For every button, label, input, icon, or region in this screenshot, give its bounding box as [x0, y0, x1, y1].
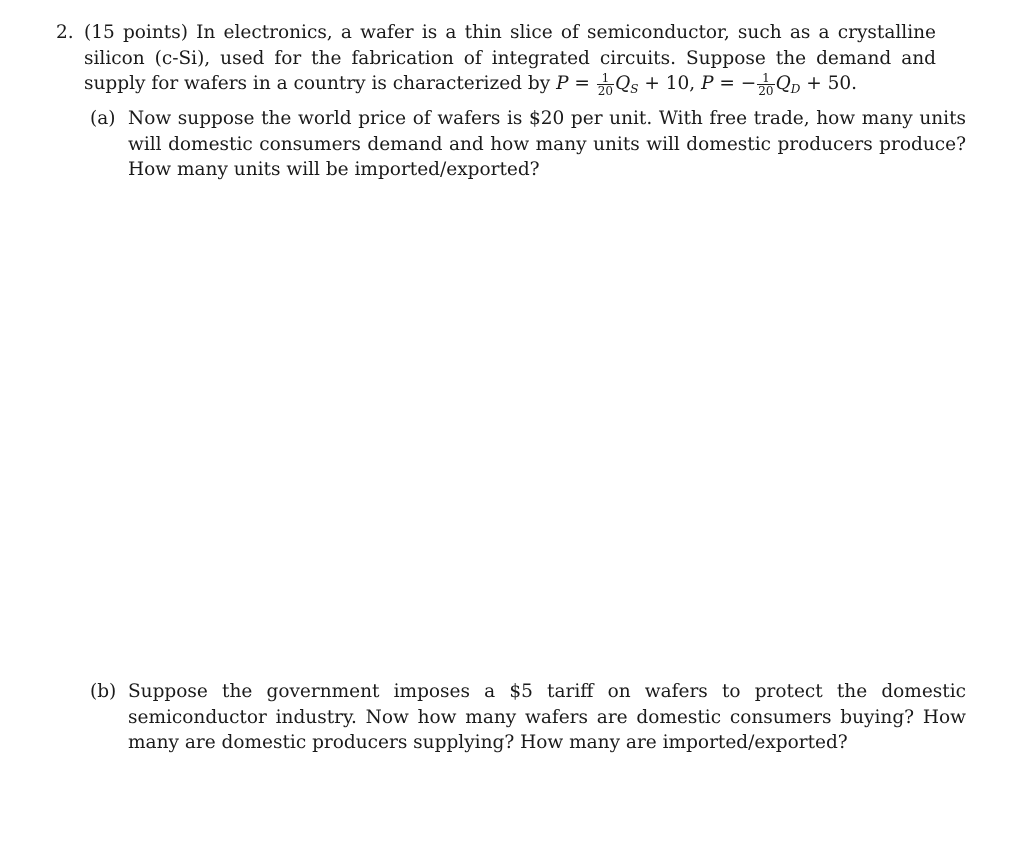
- demand-eq-equals: = −: [713, 73, 757, 94]
- supply-eq-var: Q: [615, 73, 631, 94]
- demand-eq-subscript: D: [790, 82, 801, 96]
- part-a: [90, 106, 966, 183]
- demand-equation: [701, 71, 858, 98]
- part-b-label: (b): [90, 681, 117, 702]
- part-b: [90, 679, 966, 756]
- demand-eq-rest: + 50.: [800, 73, 858, 94]
- part-b-text: Suppose the government imposes a $5 tariff on wafers to protect the domestic semiconductor industry. Now how many wafers are domestic consumers buying? How many are domestic producers supplying? How many are imported/exported?: [128, 681, 966, 753]
- supply-eq-subscript: S: [630, 82, 639, 96]
- problem-paragraph: [56, 20, 936, 97]
- problem-text: (15 points) In electronics, a wafer is a thin slice of semiconductor, such as a crystalline silicon (c-Si), used for the fabrication of integrated circuits. Suppose the demand and supply for wafers in a country is characterized by: [84, 22, 936, 94]
- supply-eq-lhs: P: [556, 73, 569, 94]
- supply-eq-fraction: [597, 72, 614, 97]
- demand-frac-denominator: 20: [758, 84, 774, 98]
- problem-statement: [56, 20, 936, 97]
- part-a-text: Now suppose the world price of wafers is $20 per unit. With free trade, how many units will domestic consumers demand and how many units will domestic producers produce? How many units will be imported/exported?: [128, 108, 966, 180]
- demand-frac-numerator: 1: [757, 72, 774, 85]
- supply-frac-denominator: 20: [597, 84, 614, 98]
- supply-eq-equals: =: [568, 73, 596, 94]
- supply-frac-numerator: 1: [597, 72, 614, 85]
- supply-eq-rest: + 10,: [638, 73, 702, 94]
- problem-number: 2.: [56, 22, 74, 43]
- part-a-label: (a): [90, 108, 116, 129]
- demand-eq-lhs: P: [701, 73, 714, 94]
- demand-eq-fraction: [757, 72, 774, 97]
- demand-eq-var: Q: [775, 73, 791, 94]
- supply-equation: [556, 71, 702, 98]
